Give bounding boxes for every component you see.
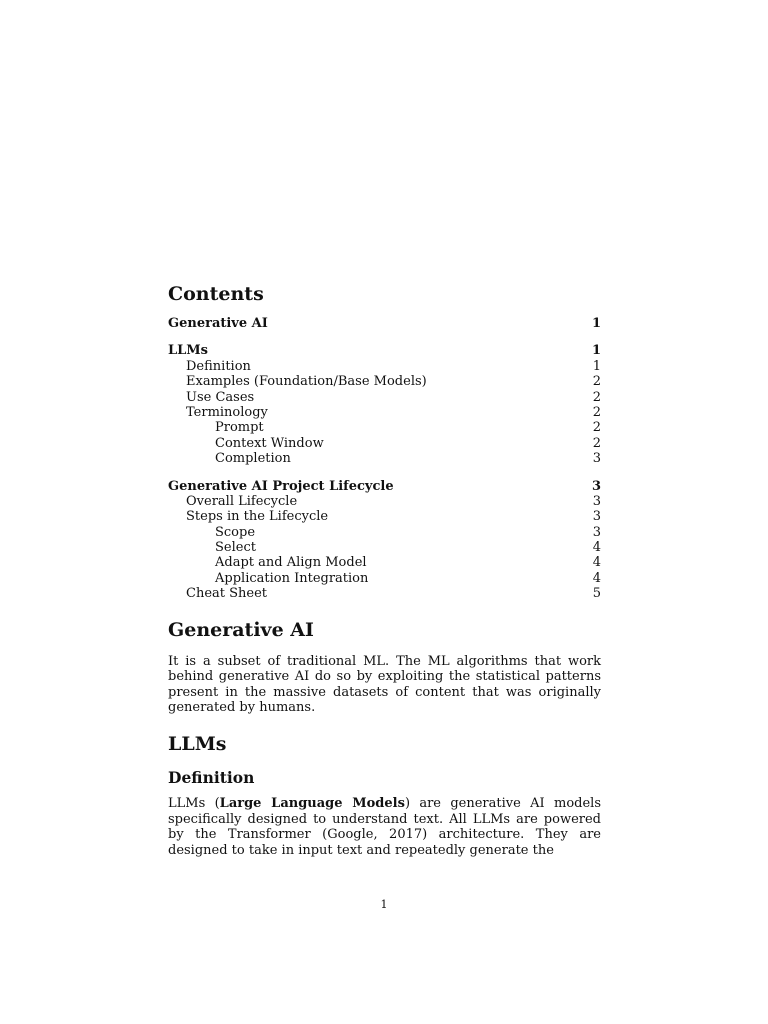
toc-entry[interactable] [168,571,601,586]
toc-entry-label: Select [215,540,256,556]
toc-entry-label: Generative AI Project Lifecycle [168,478,394,494]
toc-entry-label: Scope [215,524,256,540]
toc-entry[interactable] [168,374,601,389]
toc-entry[interactable] [168,436,601,451]
toc-group [168,343,601,466]
toc-entry-page: 3 [592,493,601,509]
toc-entry-label: Overall Lifecycle [186,493,298,509]
toc-entry-page: 1 [591,343,601,359]
document-page [168,282,601,870]
toc-entry-label: Adapt and Align Model [215,555,367,571]
toc-entry-label: Completion [215,451,291,467]
toc-entry[interactable] [168,390,601,405]
toc-entry[interactable] [168,343,601,358]
toc-entry-page: 1 [592,358,601,374]
toc-entry-page: 1 [591,316,601,331]
toc-entry[interactable] [168,494,601,509]
toc-entry-label: Definition [186,358,251,374]
generative-ai-paragraph: It is a subset of traditional ML. The ML algorithms that work behind generative AI do so by exploiting the statistical patterns present in the massive datasets of content that was originally generated by humans. [168,653,601,716]
toc-entry-page: 2 [592,404,601,420]
toc-entry[interactable] [168,359,601,374]
toc-entry-label: LLMs [168,343,208,359]
toc-entry[interactable] [168,479,601,494]
toc-entry[interactable] [168,586,601,601]
para-prefix: LLMs ( [168,796,220,812]
section-heading-generative-ai: Generative AI [168,618,314,641]
toc-entry-label: Steps in the Lifecycle [186,509,329,525]
toc-entry[interactable] [168,555,601,570]
toc-entry[interactable] [168,420,601,435]
toc-entry-label: Generative AI [168,316,268,331]
toc-entry-label: Examples (Foundation/Base Models) [186,374,427,390]
section-heading-llms: LLMs [168,733,227,756]
toc-entry-page: 5 [592,586,601,602]
toc-entry-page: 2 [592,435,601,451]
toc-entry-page: 4 [592,555,601,571]
toc-entry[interactable] [168,525,601,540]
toc-entry-page: 2 [592,389,601,405]
toc-entry[interactable] [168,316,601,331]
toc-entry-page: 2 [592,420,601,436]
toc-entry-label: Application Integration [215,570,369,586]
toc-entry-page: 2 [592,374,601,390]
toc-entry-label: Terminology [186,404,268,420]
table-of-contents [168,316,601,602]
toc-entry[interactable] [168,451,601,466]
llms-definition-paragraph [168,796,601,858]
toc-entry-label: Prompt [215,420,264,436]
page-number: 1 [380,898,388,911]
toc-entry-page: 3 [591,478,601,494]
contents-title: Contents [168,283,264,305]
toc-entry-label: Use Cases [186,389,255,405]
toc-entry[interactable] [168,540,601,555]
subsection-heading-definition: Definition [168,768,255,788]
para-rest: ) are generative AI models specifically designed to understand text. All LLMs are powered by the Transformer (Google, 2017) architecture. They are designed to take in input text and repeatedly generate the [168,796,602,858]
toc-entry-page: 3 [592,509,601,525]
toc-entry-label: Cheat Sheet [186,586,268,602]
toc-entry-page: 4 [592,570,601,586]
toc-entry-label: Context Window [215,435,324,451]
toc-entry[interactable] [168,405,601,420]
toc-entry-page: 4 [592,540,601,556]
toc-entry-page: 3 [592,524,601,540]
toc-group [168,316,601,331]
para-bold-term: Large Language Models [219,796,405,812]
toc-entry-page: 3 [592,451,601,467]
toc-entry[interactable] [168,509,601,524]
toc-group [168,479,601,602]
